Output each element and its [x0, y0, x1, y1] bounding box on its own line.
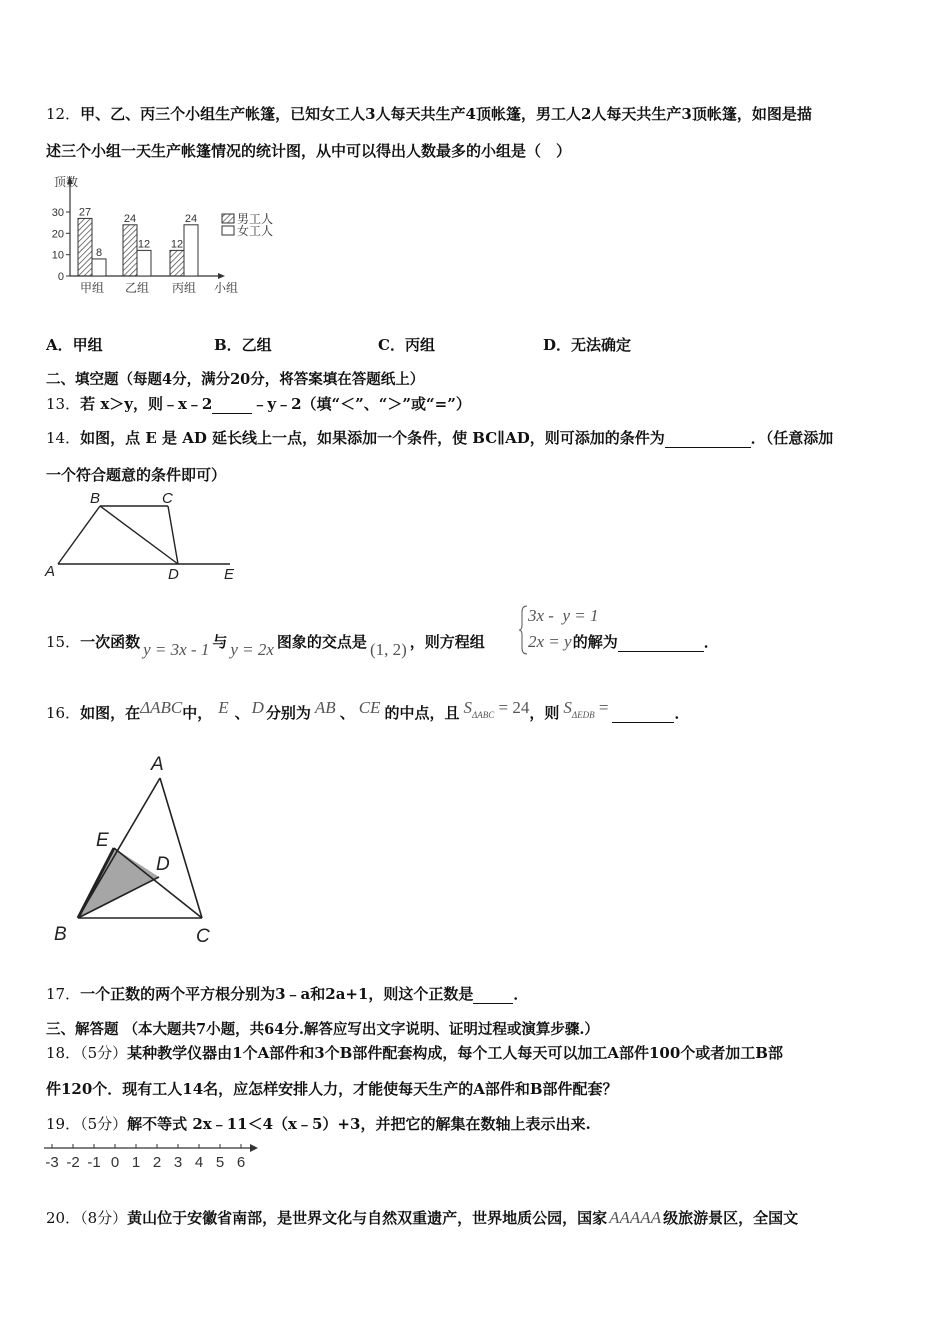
bar-value-label: 24 — [184, 212, 198, 225]
label-a: A — [151, 754, 164, 775]
legend-label: 男工人 — [237, 212, 274, 226]
number-line-label: -1 — [87, 1154, 101, 1171]
bar-value-label: 24 — [123, 212, 137, 225]
q19: 19．（5分）解不等式 2x﹣11＜4（x﹣5）+3，并把它的解集在数轴上表示出来. — [46, 1115, 591, 1133]
q20: 20．（8分）黄山位于安徽省南部，是世界文化与自然双重遗产，世界地质公园，国家 AAAAA 级旅游景区，全国文 — [46, 1208, 799, 1227]
y-tick-label: 0 — [57, 271, 64, 283]
q16: 16．如图，在ΔABC中， E 、 D 分别为 AB 、 CE 的中点，且 SΔABC = 24，则 SΔEDB = ． — [46, 698, 690, 722]
q15-eq1: y = 3x - 1 — [143, 640, 210, 659]
q20-grade: AAAAA — [609, 1208, 662, 1227]
label-b: B — [54, 924, 67, 945]
bar-value-label: 8 — [95, 246, 103, 259]
section3-heading: 三、解答题 （本大题共7小题，共64分.解答应写出文字说明、证明过程或演算步骤.） — [46, 1021, 599, 1038]
label-e: E — [96, 830, 109, 851]
legend-label: 女工人 — [237, 224, 274, 238]
number-line-label: -2 — [66, 1154, 80, 1171]
q12-option-a: A．甲组 — [46, 336, 103, 354]
q15-point: (1, 2) — [369, 640, 407, 659]
q16-blank[interactable] — [612, 704, 674, 723]
q12-bar-chart — [46, 172, 286, 302]
q12-number: 12． — [46, 105, 81, 123]
label-b: B — [90, 490, 101, 507]
bar-value-label: 27 — [78, 206, 92, 219]
q15-system — [518, 604, 608, 656]
bar-value-label: 12 — [170, 238, 184, 251]
number-line-label: 0 — [110, 1154, 120, 1171]
q15-blank[interactable] — [618, 633, 704, 652]
x-tick-label: 甲组 — [79, 281, 105, 295]
q16-figure — [48, 750, 228, 950]
legend-swatch — [222, 226, 234, 235]
legend-swatch — [222, 214, 234, 223]
line-ab — [58, 506, 100, 564]
x-tick-label: 乙组 — [124, 281, 150, 295]
number-line-label: 1 — [131, 1154, 141, 1171]
y-tick-label: 10 — [51, 249, 64, 262]
q14-figure — [44, 488, 244, 584]
line-bd — [100, 506, 178, 564]
number-line-label: 3 — [173, 1154, 183, 1171]
label-d: D — [168, 566, 179, 583]
number-line-label: 6 — [236, 1154, 246, 1171]
y-tick-label: 30 — [51, 207, 64, 219]
number-line-label: 4 — [194, 1154, 204, 1171]
label-c: C — [162, 490, 173, 507]
bar-value-label: 12 — [137, 238, 151, 251]
q15-system-eq2: 2x = y — [528, 632, 572, 651]
label-a: A — [45, 563, 56, 580]
number-line-label: -3 — [45, 1154, 59, 1171]
bar-丙组-男工人 — [170, 250, 184, 276]
y-tick-label: 20 — [51, 228, 64, 241]
q18-line2: 件120个．现有工人14名，应怎样安排人力，才能使每天生产的A部件和B部件配套？ — [46, 1080, 618, 1098]
q15-system-eq1: 3x - y = 1 — [528, 606, 599, 625]
q14-blank[interactable] — [665, 429, 751, 448]
q17: 17．一个正数的两个平方根分别为3﹣a和2a+1，则这个正数是 ． — [46, 985, 529, 1003]
label-c: C — [196, 926, 210, 947]
q12-option-c: C．丙组 — [378, 336, 435, 354]
q12-line2: 述三个小组一天生产帐篷情况的统计图，从中可以得出人数最多的小组是（ ） — [46, 142, 572, 160]
number-line-label: 5 — [215, 1154, 225, 1171]
q12-option-d: D．无法确定 — [543, 336, 632, 354]
section2-heading: 二、填空题（每题4分，满分20分，将答案填在答题纸上） — [46, 371, 425, 388]
q12-option-b: B．乙组 — [214, 336, 272, 354]
bar-甲组-女工人 — [92, 259, 106, 276]
q19-number-line — [42, 1138, 262, 1174]
label-d: D — [156, 854, 170, 875]
x-axis-arrow — [218, 273, 225, 279]
y-axis-label: 顶数 — [54, 175, 79, 189]
side-ac — [160, 778, 202, 918]
bar-甲组-男工人 — [78, 218, 92, 276]
line-cd — [168, 506, 178, 564]
q18-line1: 18．（5分）某种教学仪器由1个A部件和3个B部件配套构成，每个工人每天可以加工A部件100个或者加工B部 — [46, 1044, 783, 1062]
q14-line2: 一个符合题意的条件即可） — [46, 466, 227, 484]
bar-乙组-女工人 — [137, 250, 151, 276]
q14-line1: 14．如图，点 E 是 AD 延长线上一点，如果添加一个条件，使 BC∥AD，则可添加的条件为 ．（任意添加 — [46, 429, 834, 447]
q15-eq2: y = 2x — [230, 640, 274, 659]
q17-blank[interactable] — [473, 985, 513, 1004]
x-tick-label: 丙组 — [171, 281, 197, 295]
q15: 15．一次函数 y = 3x - 1 与 y = 2x 图象的交点是 (1, 2) ，则方程组 的解为 ． — [46, 633, 719, 659]
q13: 13．若 x＞y，则﹣x﹣2 ﹣y﹣2（填“＜”、“＞”或“=”） — [46, 395, 471, 413]
q13-blank[interactable] — [212, 395, 252, 414]
x-axis-label: 小组 — [214, 281, 239, 295]
label-e: E — [224, 566, 235, 583]
q12-line1: 12．甲、乙、丙三个小组生产帐篷，已知女工人3人每天共生产4顶帐篷，男工人2人每天共生产3顶帐篷，如图是描 — [46, 105, 812, 123]
bar-乙组-男工人 — [123, 225, 137, 276]
bar-丙组-女工人 — [184, 225, 198, 276]
number-line-arrow — [250, 1144, 258, 1152]
number-line-label: 2 — [152, 1154, 162, 1171]
